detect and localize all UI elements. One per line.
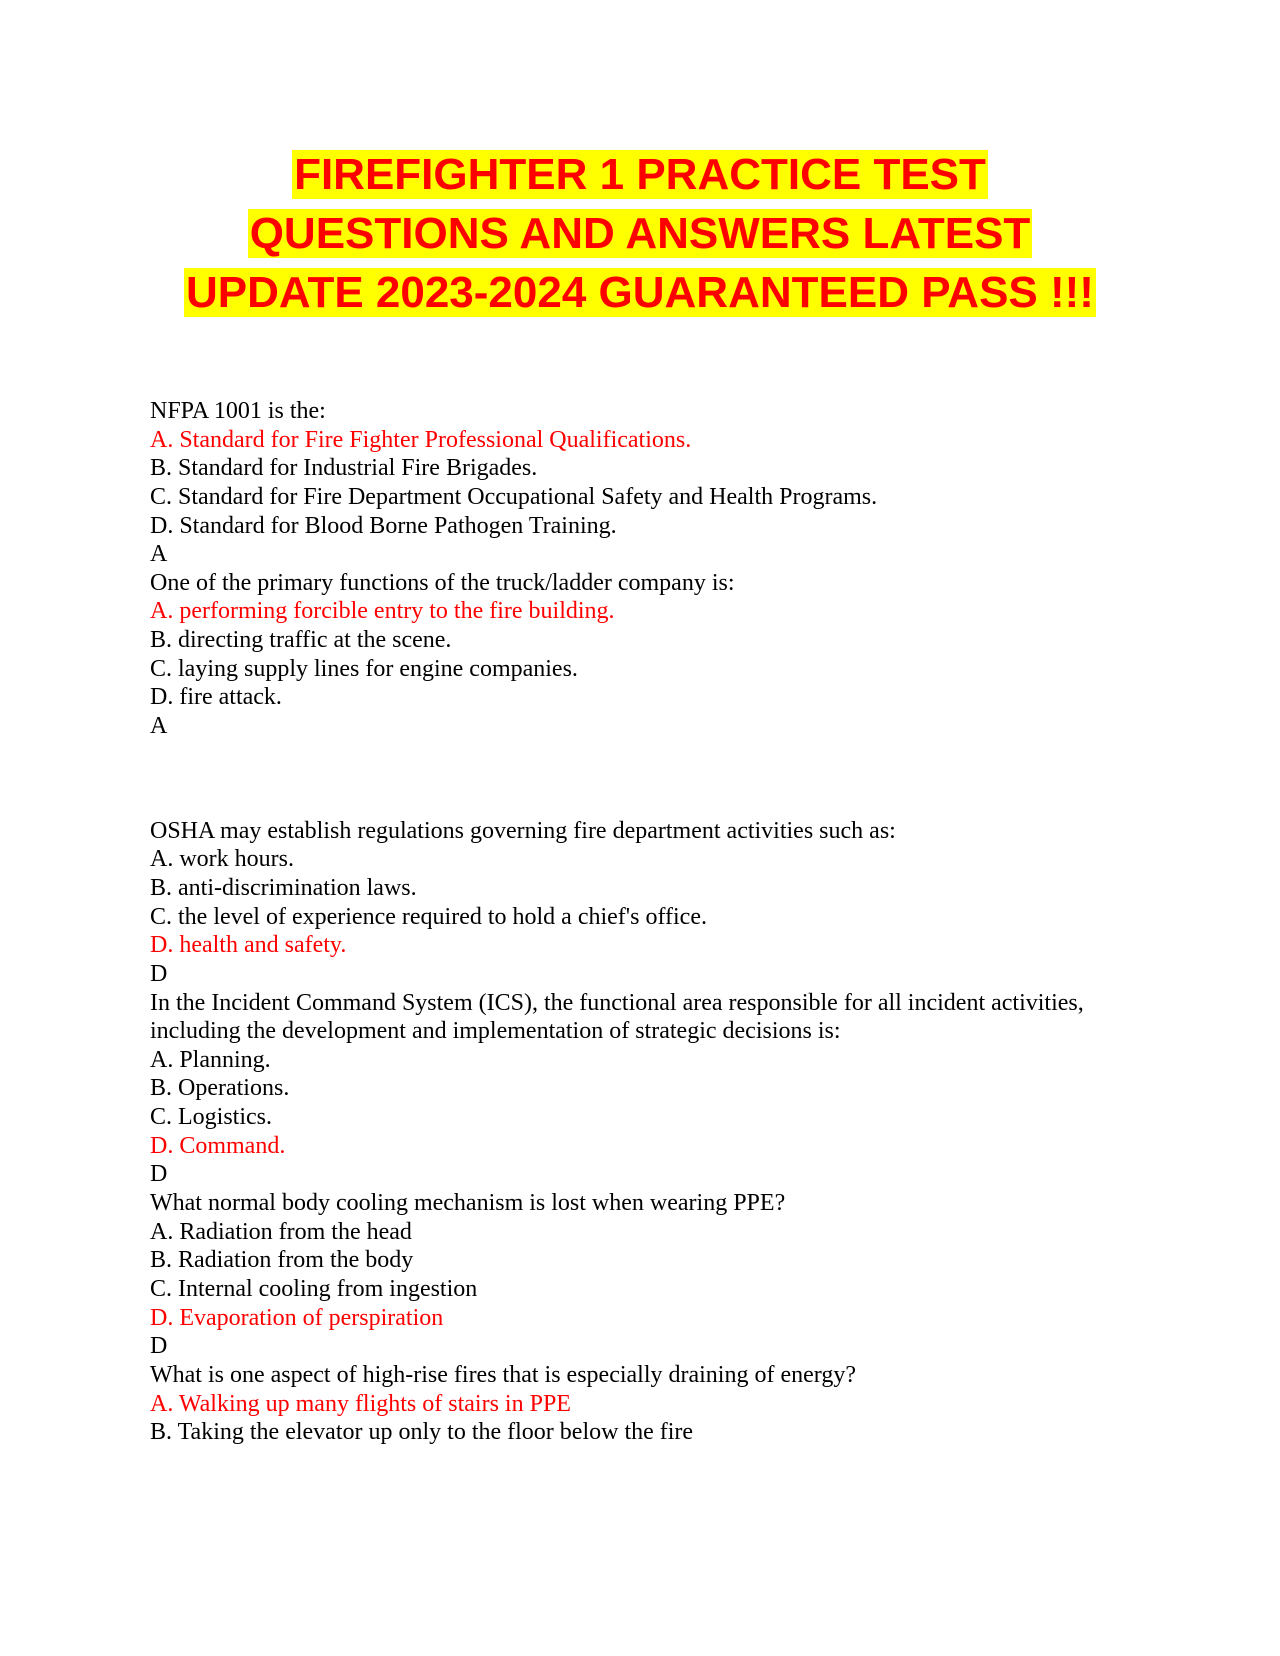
- option-d: D. fire attack.: [150, 684, 282, 711]
- option-d-correct: D. Evaporation of perspiration: [150, 1304, 444, 1331]
- option-a-correct: A. Walking up many flights of stairs in PPE: [150, 1390, 571, 1417]
- option-a: A. work hours.: [150, 846, 294, 873]
- title-line-3: [0, 263, 1280, 322]
- option-b: B. Operations.: [150, 1075, 290, 1102]
- answer-key: D: [150, 1333, 168, 1360]
- option-c: C. laying supply lines for engine companies.: [150, 655, 578, 682]
- question-block-4: [150, 989, 1150, 1189]
- answer-key: D: [150, 1161, 168, 1188]
- option-c: C. the level of experience required to hold a chief's office.: [150, 903, 707, 930]
- question-text-line-2: including the development and implementation of strategic decisions is:: [150, 1018, 841, 1045]
- title-line-3-text: UPDATE 2023-2024 GUARANTEED PASS !!!: [186, 268, 1094, 317]
- option-c: C. Logistics.: [150, 1104, 273, 1131]
- question-text: One of the primary functions of the truck/ladder company is:: [150, 569, 735, 596]
- question-text: What is one aspect of high-rise fires that is especially draining of energy?: [150, 1361, 856, 1388]
- option-d-correct: D. health and safety.: [150, 932, 347, 959]
- option-b: B. directing traffic at the scene.: [150, 627, 452, 654]
- question-list: [150, 397, 1150, 1447]
- option-b: B. Taking the elevator up only to the floor below the fire: [150, 1419, 694, 1446]
- question-block-1: [150, 397, 1150, 569]
- option-b: B. Radiation from the body: [150, 1247, 414, 1274]
- question-text: OSHA may establish regulations governing fire department activities such as:: [150, 817, 896, 844]
- option-a-correct: A. performing forcible entry to the fire building.: [150, 598, 615, 625]
- option-b: B. anti-discrimination laws.: [150, 874, 417, 901]
- question-text-line-1: In the Incident Command System (ICS), the functional area responsible for all incident activities,: [150, 989, 1084, 1016]
- option-a: A. Radiation from the head: [150, 1218, 412, 1245]
- title-line-2: [0, 204, 1280, 263]
- option-d-correct: D. Command.: [150, 1132, 286, 1159]
- title-line-1-text: FIREFIGHTER 1 PRACTICE TEST: [294, 150, 986, 199]
- document-title: [0, 145, 1280, 322]
- question-block-2: [150, 569, 1150, 741]
- option-b: B. Standard for Industrial Fire Brigades.: [150, 455, 538, 482]
- answer-key: D: [150, 960, 168, 987]
- question-text: NFPA 1001 is the:: [150, 398, 326, 424]
- option-a-correct: A. Standard for Fire Fighter Professional Qualifications.: [150, 426, 692, 453]
- option-d: D. Standard for Blood Borne Pathogen Training.: [150, 512, 617, 539]
- answer-key: A: [150, 713, 168, 740]
- question-text: What normal body cooling mechanism is lost when wearing PPE?: [150, 1190, 786, 1217]
- question-block-5: [150, 1189, 1150, 1361]
- answer-key: A: [150, 541, 168, 568]
- title-line-2-text: QUESTIONS AND ANSWERS LATEST: [249, 209, 1031, 258]
- option-a: A. Planning.: [150, 1046, 271, 1073]
- question-block-6: [150, 1361, 1150, 1447]
- blank-space: [150, 741, 1150, 817]
- title-line-1: [0, 145, 1280, 204]
- option-c: C. Standard for Fire Department Occupational Safety and Health Programs.: [150, 483, 878, 510]
- question-block-3: [150, 817, 1150, 989]
- option-c: C. Internal cooling from ingestion: [150, 1275, 478, 1302]
